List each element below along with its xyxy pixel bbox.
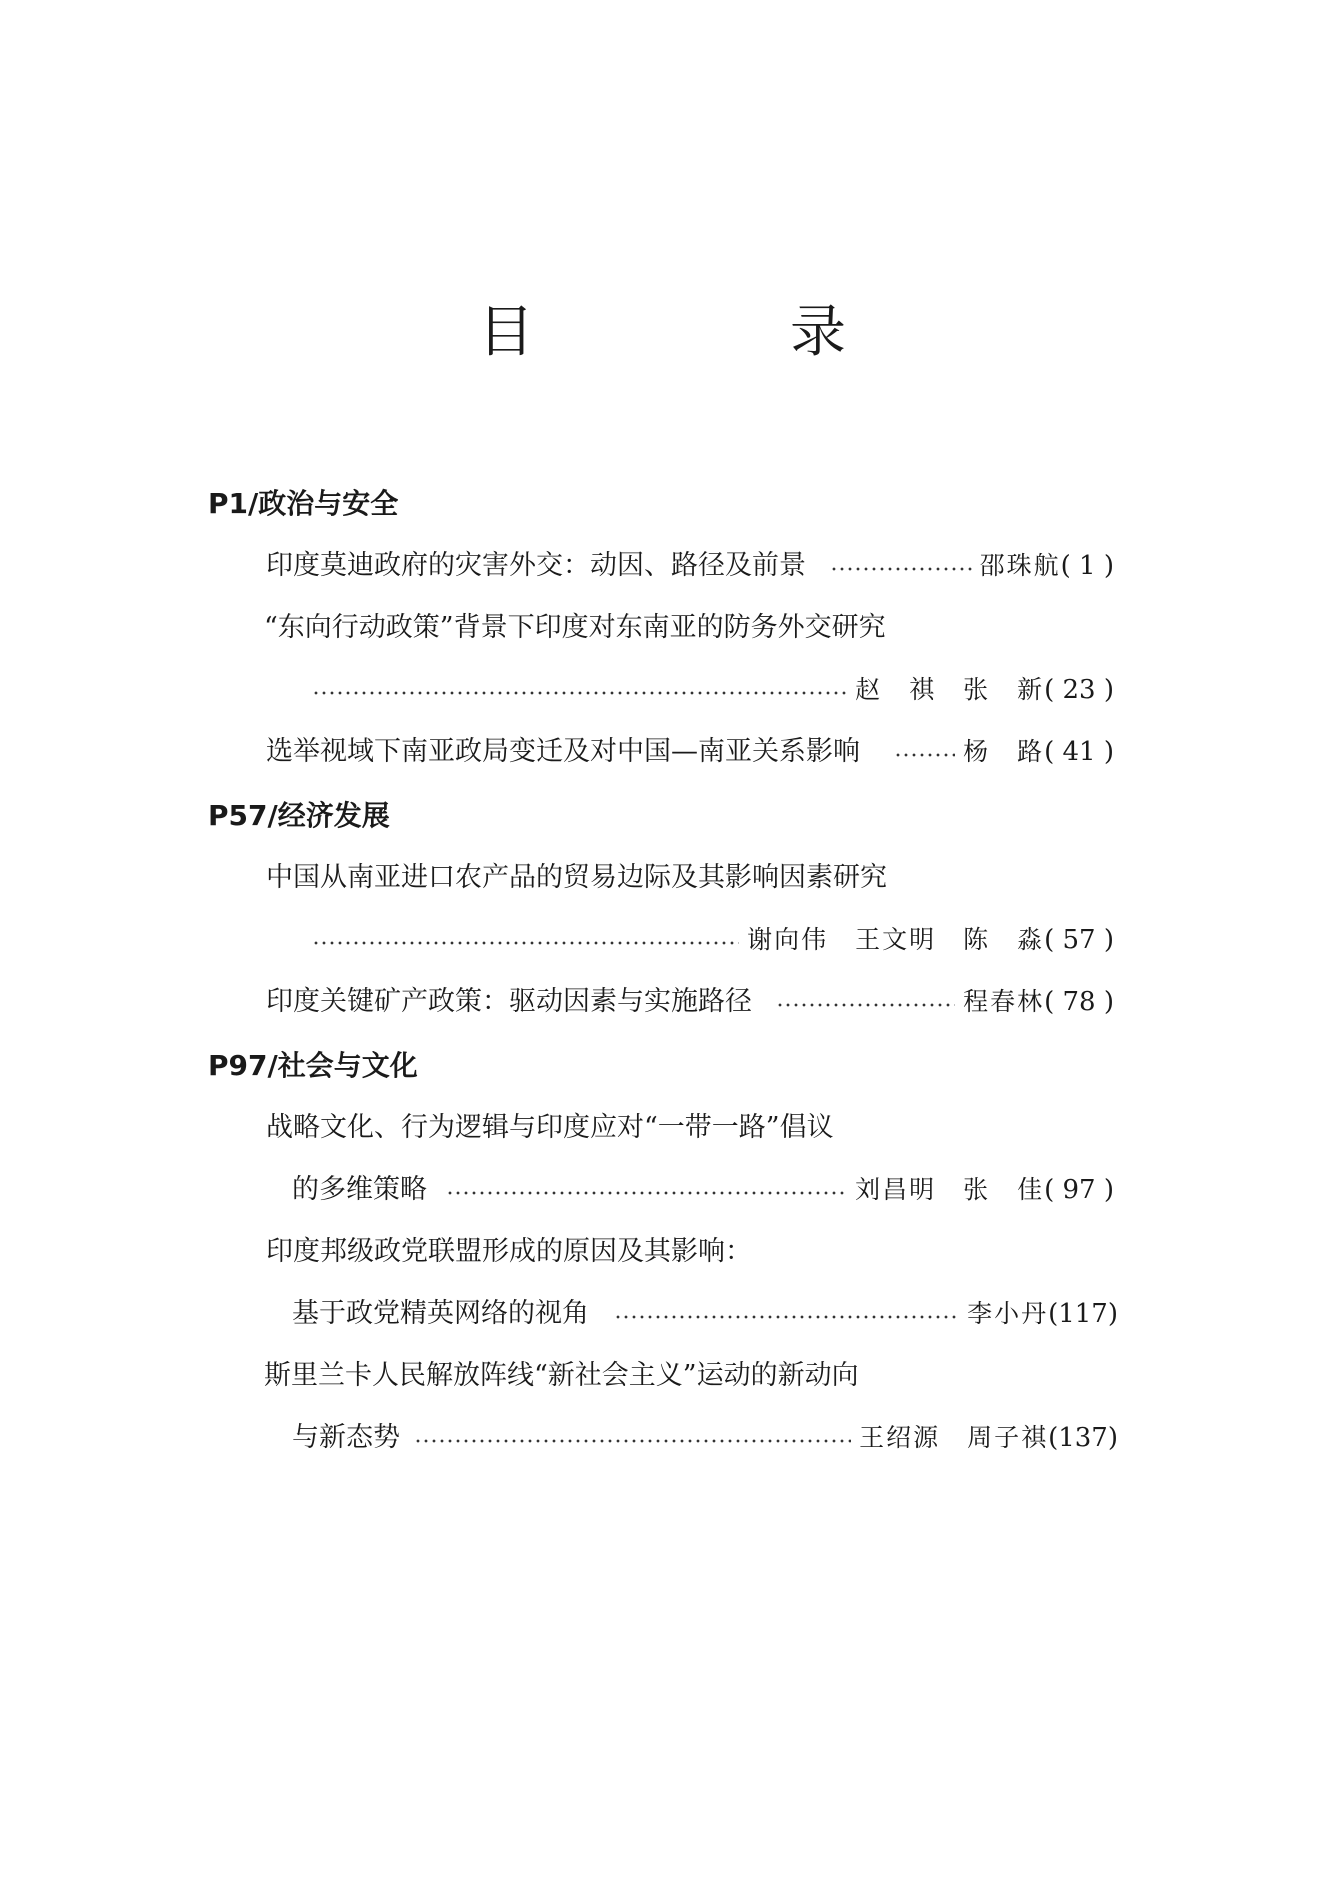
entry-leader xyxy=(400,1418,1118,1458)
entry-author: 邵珠航 xyxy=(979,551,1061,580)
toc-entry-continuation[interactable] xyxy=(0,1418,1324,1458)
entry-leader xyxy=(298,920,1114,960)
entry-author: 刘昌明 张 佳 xyxy=(855,1175,1045,1204)
entry-author: 程春林 xyxy=(963,987,1045,1016)
section-heading xyxy=(0,796,1324,836)
entry-author: 赵 祺 张 新 xyxy=(855,675,1045,704)
dot-leader xyxy=(312,920,739,960)
entry-page: ( 23 ) xyxy=(1044,675,1114,705)
entry-title: “东向行动政策”背景下印度对东南亚的防务外交研究 xyxy=(264,612,886,643)
entry-title: 战略文化、行为逻辑与印度应对“一带一路”倡议 xyxy=(266,1112,834,1143)
toc-entry[interactable] xyxy=(0,1108,1324,1148)
toc-entry[interactable] xyxy=(0,1232,1324,1272)
entry-page: ( 97 ) xyxy=(1044,1175,1114,1205)
entry-page: (117) xyxy=(1048,1299,1118,1329)
toc-entry[interactable] xyxy=(0,858,1324,898)
dot-leader xyxy=(446,1170,847,1210)
dot-leader xyxy=(894,732,955,772)
entry-leader xyxy=(816,546,1114,586)
entry-page: (137) xyxy=(1048,1423,1118,1453)
section-heading xyxy=(0,1046,1324,1086)
section-label: P57/经济发展 xyxy=(208,799,390,832)
entry-page: ( 1 ) xyxy=(1060,551,1114,581)
entry-leader xyxy=(298,670,1114,710)
toc-entry[interactable] xyxy=(0,1356,1324,1396)
entry-leader xyxy=(762,982,1114,1022)
entry-leader xyxy=(880,732,1114,772)
entry-title: 印度莫迪政府的灾害外交：动因、路径及前景 xyxy=(266,550,806,581)
entry-page: ( 57 ) xyxy=(1044,925,1114,955)
entry-title: 中国从南亚进口农产品的贸易边际及其影响因素研究 xyxy=(266,862,887,893)
entry-title-continuation: 与新态势 xyxy=(292,1422,400,1453)
toc-entry[interactable] xyxy=(0,732,1324,772)
toc-entry-continuation[interactable] xyxy=(0,670,1324,710)
entry-author: 王绍源 周子祺 xyxy=(859,1423,1049,1452)
entry-author: 杨 路 xyxy=(963,737,1045,766)
section-label: P97/社会与文化 xyxy=(208,1049,418,1082)
toc-entry[interactable] xyxy=(0,608,1324,648)
dot-leader xyxy=(776,982,955,1022)
dot-leader xyxy=(830,546,972,586)
entry-title: 印度关键矿产政策：驱动因素与实施路径 xyxy=(266,986,752,1017)
entry-title: 印度邦级政党联盟形成的原因及其影响： xyxy=(266,1236,752,1267)
toc-entry[interactable] xyxy=(0,546,1324,586)
dot-leader xyxy=(312,670,847,710)
dot-leader xyxy=(414,1418,851,1458)
toc-entry-continuation[interactable] xyxy=(0,920,1324,960)
entry-title-continuation: 基于政党精英网络的视角 xyxy=(292,1298,589,1329)
section-label: P1/政治与安全 xyxy=(208,487,399,520)
entry-title: 斯里兰卡人民解放阵线“新社会主义”运动的新动向 xyxy=(264,1360,859,1391)
entry-page: ( 41 ) xyxy=(1044,737,1114,767)
entry-title: 选举视域下南亚政局变迁及对中国—南亚关系影响 xyxy=(266,736,860,767)
page-title: 目 录 xyxy=(478,300,946,365)
entry-leader xyxy=(432,1170,1114,1210)
entry-page: ( 78 ) xyxy=(1044,987,1114,1017)
dot-leader xyxy=(614,1294,959,1334)
section-heading xyxy=(0,484,1324,524)
entry-author: 李小丹 xyxy=(967,1299,1049,1328)
entry-leader xyxy=(600,1294,1118,1334)
entry-title-continuation: 的多维策略 xyxy=(292,1174,427,1205)
entry-author: 谢向伟 王文明 陈 淼 xyxy=(747,925,1045,954)
toc-entry[interactable] xyxy=(0,982,1324,1022)
toc-entry-continuation[interactable] xyxy=(0,1294,1324,1334)
toc-entry-continuation[interactable] xyxy=(0,1170,1324,1210)
